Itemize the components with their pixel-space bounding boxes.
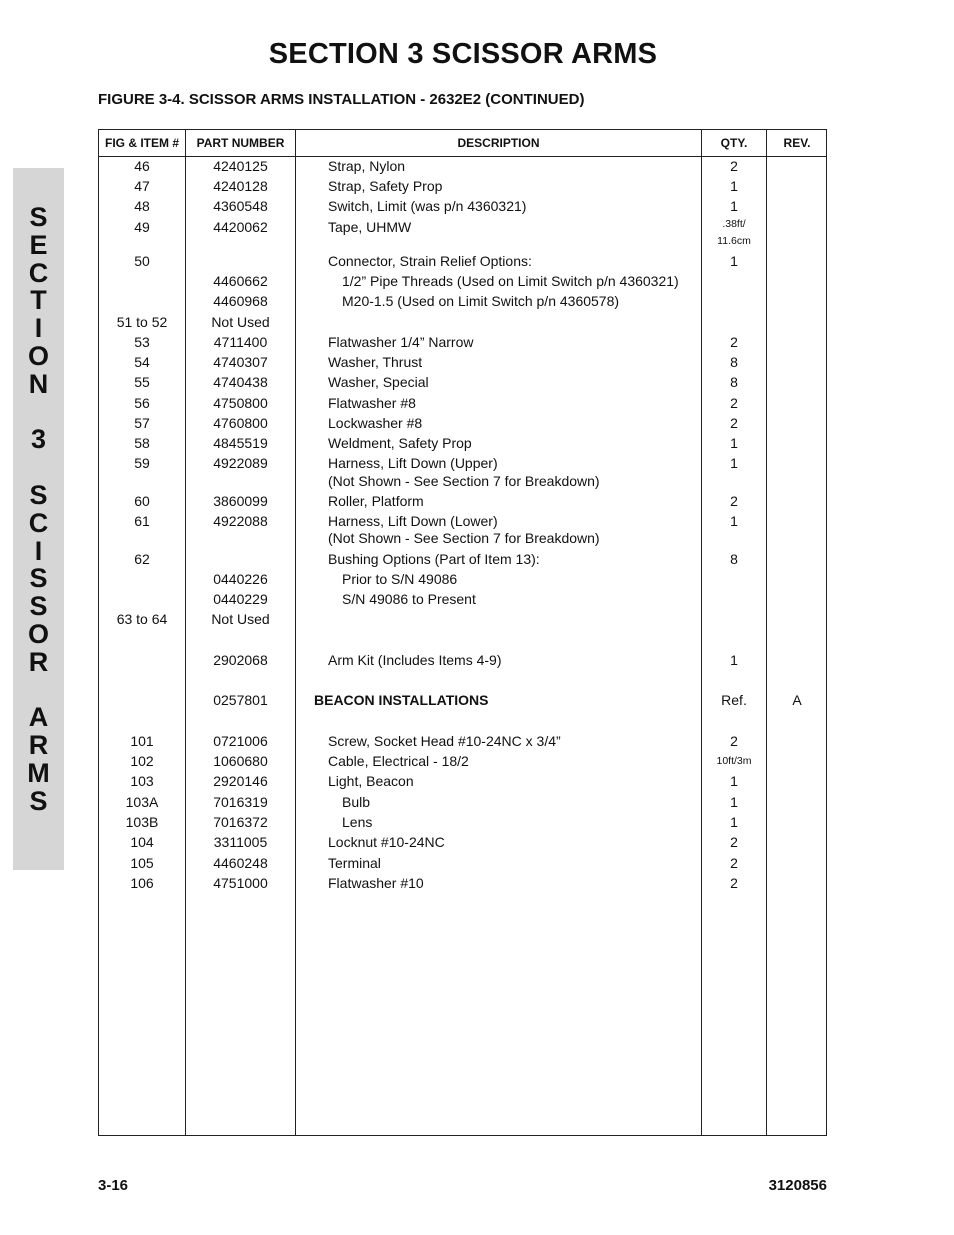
fig-item-cell: 53 [134,334,150,350]
qty-cell: 2 [730,875,738,891]
description-cell: Flatwasher #10 [328,875,424,891]
qty-cell: 1 [730,178,738,194]
side-tab-letter: I [34,535,43,566]
qty-cell: 1 [730,814,738,830]
side-tab-letter: E [29,229,48,260]
side-tab-letter: R [28,730,49,761]
part-number-cell: 4845519 [213,435,268,451]
part-number-cell: Not Used [211,314,270,330]
fig-item-cell: 58 [134,435,150,451]
description-cell: BEACON INSTALLATIONS [314,692,489,708]
side-tab-letter: S [29,591,48,622]
fig-item-cell: 57 [134,415,150,431]
qty-cell: 2 [730,834,738,850]
qty-cell: 1 [730,435,738,451]
description-cell: Tape, UHMW [328,219,412,235]
part-number-cell: 3860099 [213,493,268,509]
description-cell: Strap, Safety Prop [328,178,443,194]
description-cell: M20-1.5 (Used on Limit Switch p/n 4360578) [342,293,620,309]
fig-item-cell: 47 [134,178,150,194]
description-cell: Locknut #10-24NC [328,834,445,850]
part-number-cell: 3311005 [213,834,268,850]
description-cell: Arm Kit (Includes Items 4-9) [328,652,502,668]
description-cell: Prior to S/N 49086 [342,571,458,587]
figure-caption: FIGURE 3-4. SCISSOR ARMS INSTALLATION - 2632E2 (CONTINUED) [98,91,585,108]
part-number-cell: 0257801 [213,692,268,708]
qty-cell: 8 [730,374,738,390]
fig-item-cell: 103B [125,814,159,830]
part-number-cell: 0440229 [213,591,268,607]
description-cell: (Not Shown - See Section 7 for Breakdown) [328,530,600,546]
fig-item-cell: 50 [134,253,150,269]
qty-cell: 2 [730,158,738,174]
fig-item-cell: 63 to 64 [116,611,168,627]
side-tab-letter: I [34,313,43,344]
qty-cell: 2 [730,493,738,509]
description-cell: (Not Shown - See Section 7 for Breakdown) [328,473,600,489]
fig-item-cell: 54 [134,354,150,370]
description-cell: Bulb [342,794,371,810]
part-number-cell: 0440226 [213,571,268,587]
part-number-cell: 4460248 [213,855,268,871]
column-divider [295,130,296,1135]
fig-item-cell: 101 [130,733,154,749]
column-header-part-number: PART NUMBER [196,136,285,150]
description-cell: Screw, Socket Head #10-24NC x 3/4” [328,733,561,749]
part-number-cell: 4922089 [213,455,268,471]
side-tab-letter: A [28,702,49,733]
description-cell: Flatwasher #8 [328,395,416,411]
part-number-cell: 4922088 [213,513,268,529]
column-header-description: DESCRIPTION [457,136,540,150]
column-divider [701,130,702,1135]
part-number-cell: 4240125 [213,158,268,174]
qty-cell: 1 [730,198,738,214]
fig-item-cell: 55 [134,374,150,390]
fig-item-cell: 56 [134,395,150,411]
fig-item-cell: 103 [130,773,154,789]
side-tab-letter: S [29,202,48,232]
qty-cell: 2 [730,334,738,350]
fig-item-cell: 48 [134,198,150,214]
description-cell: Harness, Lift Down (Upper) [328,455,498,471]
part-number-cell: 4760800 [213,415,268,431]
column-header-rev: REV. [783,136,811,150]
qty-cell: .38ft/ [722,218,746,230]
part-number-cell: 4460968 [213,293,268,309]
part-number-cell: 4420062 [213,219,268,235]
part-number-cell: 4740438 [213,374,268,390]
fig-item-cell: 49 [134,219,150,235]
qty-cell: 1 [730,773,738,789]
fig-item-cell: 51 to 52 [116,314,168,330]
qty-cell: 2 [730,395,738,411]
part-number-cell: 2920146 [213,773,268,789]
qty-cell: 8 [730,551,738,567]
description-cell: Light, Beacon [328,773,414,789]
part-number-cell: 2902068 [213,652,268,668]
part-number-cell: 7016319 [213,794,268,810]
side-tab-letter: C [28,507,49,538]
qty-cell: 11.6cm [717,235,751,247]
fig-item-cell: 102 [130,753,154,769]
qty-cell: 10ft/3m [716,755,752,767]
side-tab-letter: S [29,563,48,594]
side-tab-letter: T [30,285,47,316]
description-cell: Terminal [328,855,381,871]
description-cell: Weldment, Safety Prop [328,435,472,451]
description-cell: Cable, Electrical - 18/2 [328,753,469,769]
side-tab-letter: N [28,368,49,399]
qty-cell: 2 [730,415,738,431]
description-cell: Washer, Thrust [328,354,423,370]
part-number-cell: 7016372 [213,814,268,830]
description-cell: Bushing Options (Part of Item 13): [328,551,540,567]
side-tab-letter: O [27,340,49,371]
part-number-cell: 4740307 [213,354,268,370]
side-tab-letter: O [27,618,49,649]
fig-item-cell: 105 [130,855,154,871]
part-number-cell: 0721006 [213,733,268,749]
part-number-cell: 1060680 [213,753,268,769]
side-tab-letter: R [28,646,49,677]
fig-item-cell: 59 [134,455,150,471]
fig-item-cell: 103A [125,794,159,810]
rev-cell: A [792,692,802,708]
qty-cell: 1 [730,455,738,471]
fig-item-cell: 104 [130,834,154,850]
document-number: 3120856 [768,1177,827,1194]
qty-cell: 2 [730,855,738,871]
description-cell: Strap, Nylon [328,158,406,174]
side-tab-letter: C [28,257,49,288]
column-header-qty: QTY. [720,136,748,150]
qty-cell: 8 [730,354,738,370]
qty-cell: 1 [730,794,738,810]
part-number-cell: 4711400 [213,334,268,350]
column-divider [766,130,767,1135]
description-cell: 1/2” Pipe Threads (Used on Limit Switch p/n 4360321) [342,273,679,289]
fig-item-cell: 61 [134,513,150,529]
column-header-fig-item: FIG & ITEM # [104,136,179,150]
description-cell: Switch, Limit (was p/n 4360321) [328,198,527,214]
fig-item-cell: 60 [134,493,150,509]
description-cell: Washer, Special [328,374,429,390]
part-number-cell: 4240128 [213,178,268,194]
description-cell: S/N 49086 to Present [342,591,476,607]
description-cell: Flatwasher 1/4” Narrow [328,334,474,350]
section-title: SECTION 3 SCISSOR ARMS [268,38,658,70]
part-number-cell: 4360548 [213,198,268,214]
page-number: 3-16 [98,1177,129,1194]
description-cell: Lockwasher #8 [328,415,423,431]
part-number-cell: 4751000 [213,875,268,891]
qty-cell: 1 [730,513,738,529]
description-cell: Roller, Platform [328,493,424,509]
description-cell: Lens [342,814,373,830]
qty-cell: Ref. [721,692,747,708]
fig-item-cell: 46 [134,158,150,174]
part-number-cell: 4750800 [213,395,268,411]
side-tab-letter: M [27,757,50,788]
part-number-cell: Not Used [211,611,270,627]
description-cell: Harness, Lift Down (Lower) [328,513,498,529]
part-number-cell: 4460662 [213,273,268,289]
qty-cell: 2 [730,733,738,749]
qty-cell: 1 [730,652,738,668]
side-tab-letter: S [29,479,48,510]
fig-item-cell: 106 [130,875,154,891]
header-divider [99,156,826,157]
fig-item-cell: 62 [134,551,150,567]
side-tab-letter: S [29,785,48,816]
side-tab-letter: 3 [30,424,47,455]
description-cell: Connector, Strain Relief Options: [328,253,532,269]
parts-table [98,129,827,1136]
section-side-tab [13,168,64,870]
qty-cell: 1 [730,253,738,269]
